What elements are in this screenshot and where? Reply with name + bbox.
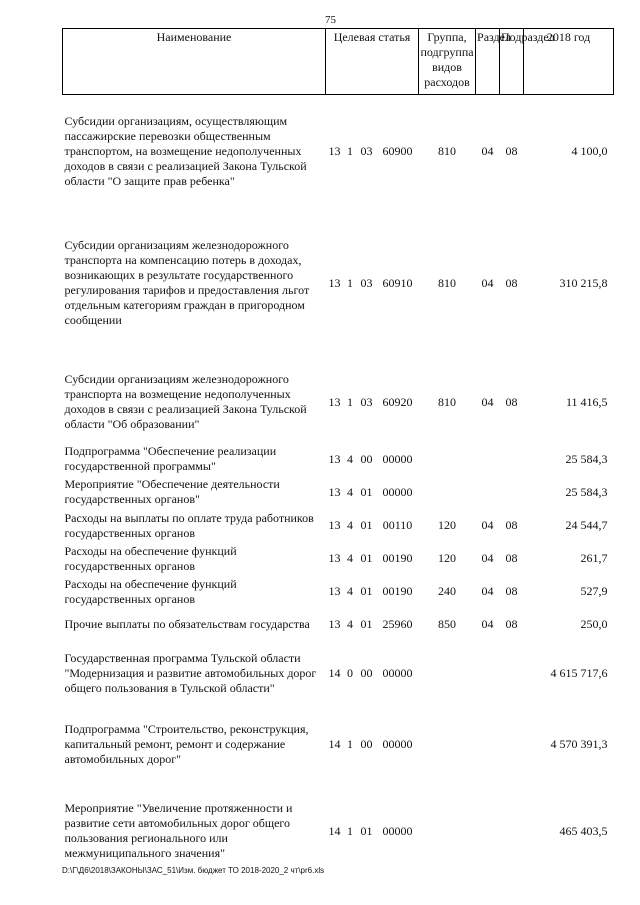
- row-code-c: 03: [360, 275, 373, 290]
- row-group: 120: [438, 551, 457, 565]
- table-row: [63, 443, 614, 475]
- row-code-d: 00000: [382, 451, 413, 466]
- row-group: 850: [438, 617, 457, 631]
- row-section: [476, 641, 500, 705]
- row-name: Расходы на обеспечение функций государственных органов: [64, 543, 237, 573]
- table-row: [63, 103, 614, 199]
- table-row: [63, 575, 614, 608]
- row-subsection: [500, 443, 524, 475]
- table-row: [63, 791, 614, 871]
- header-section: Раздел: [476, 29, 500, 95]
- row-name: Мероприятие "Увеличение протяженности и развитие сети автомобильных дорог общего пользования регионального или межмуниципального значения": [64, 801, 293, 860]
- row-code-a: 14: [328, 736, 341, 751]
- row-name: Расходы на обеспечение функций государственных органов: [64, 576, 237, 606]
- table-row: [63, 475, 614, 509]
- row-subsection: 08: [505, 518, 518, 532]
- row-code-c: 01: [360, 518, 373, 532]
- row-section: [476, 791, 500, 871]
- row-code-b: 1: [347, 736, 353, 751]
- row-section: 04: [481, 394, 494, 409]
- row-section: [476, 475, 500, 509]
- row-code-d: 00000: [382, 665, 413, 680]
- row-code-c: 01: [360, 484, 373, 499]
- row-name: Государственная программа Тульской области "Модернизация и развитие автомобильных дорог общего пользования в Тульской области": [64, 650, 317, 695]
- row-name: Прочие выплаты по обязательствам государства: [64, 617, 310, 631]
- table-row: [63, 223, 614, 343]
- table-row: [63, 608, 614, 641]
- row-group: [419, 791, 476, 871]
- row-code-c: 03: [360, 394, 373, 409]
- header-subsection: Подраздел: [500, 29, 524, 95]
- row-group: [419, 641, 476, 705]
- table-row: [63, 715, 614, 773]
- row-amount: 4 100,0: [571, 143, 608, 158]
- row-code-a: 13: [328, 451, 341, 466]
- row-code-a: 13: [328, 484, 341, 499]
- page-number: 75: [325, 14, 336, 26]
- row-code-b: 4: [347, 484, 353, 499]
- row-subsection: 08: [505, 143, 518, 158]
- row-name: Субсидии организациям, осуществляющим пассажирские перевозки общественным транспортом, на возмещение недополученных доходов в связи с реализацией Закона Тульской области "О защите прав ребенка": [64, 113, 307, 188]
- table-row: [63, 641, 614, 705]
- row-subsection: [500, 641, 524, 705]
- row-section: 04: [481, 584, 494, 598]
- header-group: Группа, подгруппа видов расходов: [419, 29, 476, 95]
- header-target: Целевая статья: [326, 29, 419, 95]
- row-name: Субсидии организациям железнодорожного транспорта на компенсацию потерь в доходах, возникающих в результате государственного регулирования тарифов и предоставления льгот отдельным категориям граждан в пригородном сообщении: [64, 238, 310, 327]
- row-section: [476, 443, 500, 475]
- row-amount: 465 403,5: [559, 823, 608, 838]
- row-name: Мероприятие "Обеспечение деятельности государственных органов": [64, 477, 280, 506]
- row-section: 04: [481, 518, 494, 532]
- footer-file-path: D:\Г\Д6\2018\ЗАКОНЫ\ЗАС_51\Изм. бюджет ТО 2018-2020_2 чт\pr6.xls: [62, 866, 325, 875]
- row-code-b: 1: [347, 143, 353, 158]
- row-code-b: 1: [347, 394, 353, 409]
- row-code-a: 14: [328, 665, 341, 680]
- row-name: Подпрограмма "Обеспечение реализации государственной программы": [64, 444, 277, 473]
- row-code-d: 00110: [382, 518, 413, 532]
- row-amount: 25 584,3: [565, 451, 608, 466]
- row-code-b: 4: [347, 518, 353, 532]
- row-code-a: 13: [328, 584, 341, 598]
- row-code-d: 00190: [382, 551, 413, 565]
- row-code-a: 13: [328, 518, 341, 532]
- row-group: 810: [438, 143, 457, 158]
- row-group: [419, 475, 476, 509]
- row-code-b: 0: [347, 665, 353, 680]
- row-code-a: 13: [328, 394, 341, 409]
- header-name: Наименование: [63, 29, 326, 95]
- row-code-a: 13: [328, 143, 341, 158]
- row-code-c: 01: [360, 584, 373, 598]
- row-code-d: 00000: [382, 484, 413, 499]
- row-subsection: 08: [505, 617, 518, 631]
- header-year: 2018 год: [524, 29, 614, 95]
- row-code-a: 13: [328, 551, 341, 565]
- table-row: [63, 542, 614, 575]
- row-section: 04: [481, 275, 494, 290]
- table-row: [63, 367, 614, 437]
- row-section: [476, 715, 500, 773]
- row-subsection: 08: [505, 551, 518, 565]
- row-name: Подпрограмма "Строительство, реконструкция, капитальный ремонт, ремонт и содержание автомобильных дорог": [64, 721, 309, 766]
- row-code-b: 1: [347, 823, 353, 838]
- row-code-b: 1: [347, 275, 353, 290]
- row-amount: 4 615 717,6: [550, 665, 608, 680]
- row-subsection: [500, 791, 524, 871]
- row-group: [419, 443, 476, 475]
- row-code-d: 25960: [382, 617, 413, 631]
- row-group: 120: [438, 518, 457, 532]
- row-section: 04: [481, 617, 494, 631]
- row-code-a: 14: [328, 823, 341, 838]
- row-code-d: 60920: [382, 394, 413, 409]
- row-subsection: [500, 715, 524, 773]
- row-group: 240: [438, 584, 457, 598]
- row-subsection: 08: [505, 394, 518, 409]
- row-code-b: 4: [347, 584, 353, 598]
- row-amount: 261,7: [580, 551, 608, 565]
- row-code-a: 13: [328, 617, 341, 631]
- row-amount: 4 570 391,3: [550, 736, 608, 751]
- row-amount: 11 416,5: [565, 394, 608, 409]
- row-code-b: 4: [347, 551, 353, 565]
- row-name: Расходы на выплаты по оплате труда работников государственных органов: [64, 510, 314, 540]
- row-amount: 527,9: [580, 584, 608, 598]
- row-amount: 25 584,3: [565, 484, 608, 499]
- row-amount: 24 544,7: [565, 518, 608, 532]
- row-code-c: 01: [360, 823, 373, 838]
- row-subsection: 08: [505, 584, 518, 598]
- row-subsection: [500, 475, 524, 509]
- budget-table: [62, 28, 614, 871]
- row-code-c: 01: [360, 617, 373, 631]
- row-subsection: 08: [505, 275, 518, 290]
- row-code-b: 4: [347, 451, 353, 466]
- row-code-d: 00000: [382, 823, 413, 838]
- row-code-c: 03: [360, 143, 373, 158]
- table-header-row: [63, 29, 614, 95]
- row-group: [419, 715, 476, 773]
- budget-table-sheet: [62, 28, 613, 871]
- row-code-d: 60900: [382, 143, 413, 158]
- row-code-c: 00: [360, 451, 373, 466]
- row-amount: 250,0: [580, 617, 608, 631]
- row-name: Субсидии организациям железнодорожного транспорта на возмещение недополученных доходов в связи с реализацией Закона Тульской области "Об образовании": [64, 372, 307, 431]
- row-group: 810: [438, 275, 457, 290]
- row-group: 810: [438, 394, 457, 409]
- row-code-a: 13: [328, 275, 341, 290]
- row-amount: 310 215,8: [559, 275, 608, 290]
- row-code-d: 00190: [382, 584, 413, 598]
- row-code-d: 00000: [382, 736, 413, 751]
- row-code-b: 4: [347, 617, 353, 631]
- row-code-c: 00: [360, 665, 373, 680]
- row-code-c: 01: [360, 551, 373, 565]
- row-section: 04: [481, 143, 494, 158]
- table-row: [63, 509, 614, 542]
- row-code-c: 00: [360, 736, 373, 751]
- row-code-d: 60910: [382, 275, 413, 290]
- row-section: 04: [481, 551, 494, 565]
